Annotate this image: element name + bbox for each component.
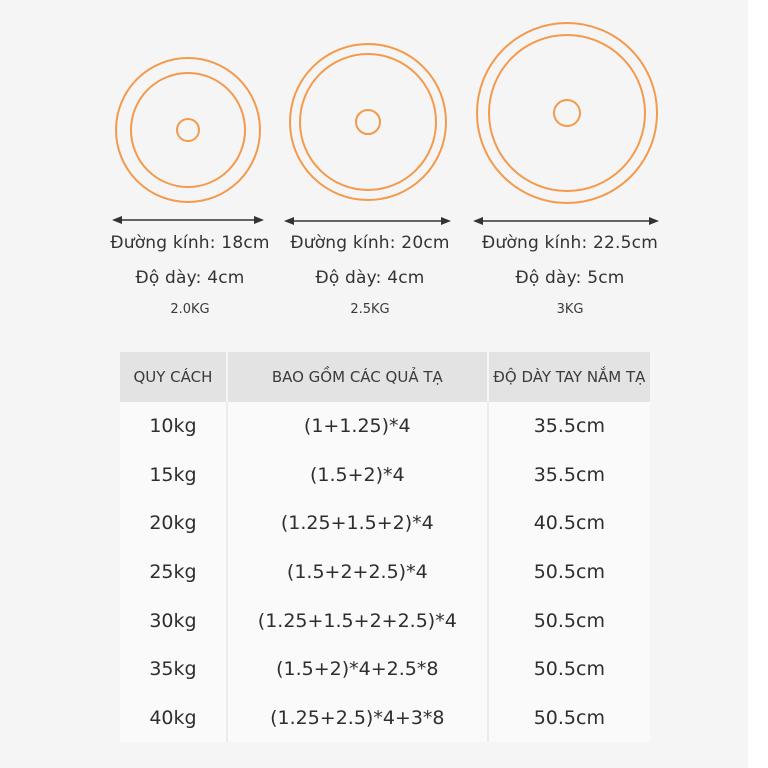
- cell-plates: (1.5+2+2.5)*4: [227, 548, 488, 597]
- cell-spec: 30kg: [120, 596, 227, 645]
- plate-2-inner-ring: [300, 54, 436, 190]
- plate-1-diameter-arrow: [100, 213, 280, 227]
- cell-handle: 50.5cm: [488, 596, 650, 645]
- cell-handle: 50.5cm: [488, 645, 650, 694]
- cell-handle: 50.5cm: [488, 548, 650, 597]
- cell-spec: 10kg: [120, 402, 227, 451]
- cell-handle: 35.5cm: [488, 402, 650, 451]
- table-row: [120, 694, 650, 743]
- cell-spec: 20kg: [120, 499, 227, 548]
- plate-3-center-hole: [554, 100, 580, 126]
- plate-1-diagram: [100, 55, 280, 215]
- plate-3-outer-ring: [477, 23, 657, 203]
- header-plates-included: BAO GỒM CÁC QUẢ TẠ: [227, 352, 488, 402]
- table-row: [120, 548, 650, 597]
- plate-3-inner-ring: [489, 35, 645, 191]
- plate-3-weight: 3KG: [556, 302, 584, 317]
- cell-spec: 35kg: [120, 645, 227, 694]
- plate-3: [465, 15, 675, 325]
- plate-2-diameter-arrow: [275, 214, 465, 228]
- table-row: [120, 402, 650, 451]
- cell-spec: 25kg: [120, 548, 227, 597]
- cell-handle: 35.5cm: [488, 451, 650, 500]
- plate-2-weight: 2.5KG: [350, 302, 390, 317]
- cell-handle: 40.5cm: [488, 499, 650, 548]
- plate-1-outer-ring: [116, 58, 260, 202]
- plate-2-diameter: Đường kính: 20cm: [290, 233, 450, 253]
- spec-table: [120, 352, 650, 742]
- table-row: [120, 451, 650, 500]
- cell-plates: (1.25+1.5+2+2.5)*4: [227, 596, 488, 645]
- table-row: [120, 596, 650, 645]
- plate-1-thickness: Độ dày: 4cm: [135, 268, 245, 288]
- plate-1-center-hole: [177, 119, 199, 141]
- plate-2-thickness: Độ dày: 4cm: [315, 268, 425, 288]
- plate-1: [100, 55, 280, 325]
- cell-plates: (1.5+2)*4: [227, 451, 488, 500]
- cell-plates: (1.25+1.5+2)*4: [227, 499, 488, 548]
- plate-1-inner-ring: [131, 73, 245, 187]
- cell-plates: (1+1.25)*4: [227, 402, 488, 451]
- cell-spec: 15kg: [120, 451, 227, 500]
- plate-2-center-hole: [356, 110, 380, 134]
- plate-2-outer-ring: [290, 44, 446, 200]
- table-row: [120, 499, 650, 548]
- plate-3-diameter: Đường kính: 22.5cm: [482, 233, 658, 253]
- plate-1-weight: 2.0KG: [170, 302, 210, 317]
- plate-2: [275, 40, 465, 325]
- plate-3-thickness: Độ dày: 5cm: [515, 268, 625, 288]
- cell-handle: 50.5cm: [488, 694, 650, 743]
- plate-1-diameter: Đường kính: 18cm: [110, 233, 270, 253]
- cell-plates: (1.5+2)*4+2.5*8: [227, 645, 488, 694]
- plate-3-diameter-arrow: [465, 214, 675, 228]
- plate-3-diagram: [465, 15, 675, 215]
- cell-spec: 40kg: [120, 694, 227, 743]
- plate-2-diagram: [275, 40, 465, 220]
- header-spec: QUY CÁCH: [120, 352, 227, 402]
- right-margin: [748, 0, 768, 768]
- table-header-row: [120, 352, 650, 402]
- header-handle-length: ĐỘ DÀY TAY NẮM TẠ: [488, 352, 650, 402]
- table-row: [120, 645, 650, 694]
- cell-plates: (1.25+2.5)*4+3*8: [227, 694, 488, 743]
